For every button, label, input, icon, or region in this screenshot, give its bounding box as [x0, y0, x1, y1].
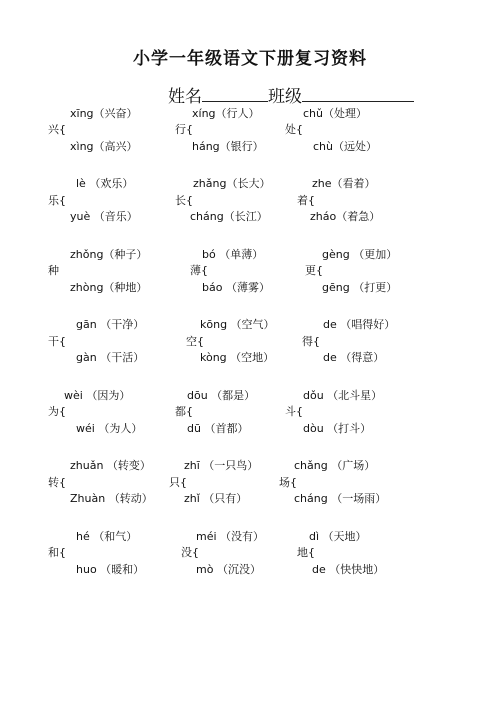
character: 种: [48, 264, 59, 277]
pinyin-top: xíng（行人）: [192, 107, 260, 120]
pinyin-bottom: háng（银行）: [192, 140, 264, 153]
pinyin-top: zhe（看着）: [312, 177, 376, 190]
character-brace: 着{: [297, 194, 315, 207]
pinyin-bottom: gàn （干活）: [76, 351, 145, 364]
pinyin-top: wèi （因为）: [64, 389, 131, 402]
pinyin-bottom: zhòng（种地）: [70, 281, 148, 294]
character-brace: 斗{: [285, 405, 303, 418]
pinyin-top: dǒu （北斗星）: [303, 389, 383, 402]
pinyin-bottom: de （快快地）: [312, 563, 385, 576]
pinyin-bottom: mò （沉没）: [196, 563, 261, 576]
pinyin-bottom: wéi （为人）: [76, 422, 143, 435]
pinyin-top: chǎng （广场）: [294, 459, 376, 472]
character-brace: 只{: [169, 476, 187, 489]
pinyin-bottom: zháo（着急）: [310, 210, 381, 223]
class-label: 班级: [268, 87, 302, 107]
pinyin-bottom: gēng （打更）: [322, 281, 398, 294]
pinyin-top: dōu （都是）: [187, 389, 256, 402]
pinyin-bottom: yuè （音乐）: [70, 210, 138, 223]
pinyin-bottom: Zhuàn （转动）: [70, 492, 153, 505]
name-class-line: [168, 82, 414, 107]
pinyin-bottom: zhǐ （只有）: [184, 492, 248, 505]
character-brace: 乐{: [48, 194, 66, 207]
pinyin-bottom: chù（远处）: [313, 140, 377, 153]
pinyin-top: kōng （空气）: [200, 318, 275, 331]
pinyin-top: gèng （更加）: [322, 248, 398, 261]
name-label: 姓名: [168, 87, 202, 107]
pinyin-top: méi （没有）: [196, 530, 265, 543]
page-title: 小学一年级语文下册复习资料: [133, 49, 367, 69]
character-brace: 处{: [285, 123, 303, 136]
character-brace: 得{: [302, 335, 320, 348]
character-brace: 薄{: [190, 264, 208, 277]
pinyin-top: chǔ（处理）: [303, 107, 367, 120]
character-brace: 更{: [305, 264, 323, 277]
pinyin-bottom: kòng （空地）: [200, 351, 275, 364]
pinyin-top: xīng（兴奋）: [70, 107, 138, 120]
pinyin-bottom: dòu （打斗）: [303, 422, 372, 435]
character-brace: 兴{: [48, 123, 66, 136]
pinyin-top: zhuǎn （转变）: [70, 459, 151, 472]
character-brace: 场{: [279, 476, 297, 489]
class-field[interactable]: [302, 85, 414, 102]
character-brace: 地{: [297, 546, 315, 559]
name-field[interactable]: [202, 85, 268, 102]
character-brace: 干{: [48, 335, 66, 348]
character-brace: 行{: [175, 123, 193, 136]
pinyin-top: bó （单薄）: [202, 248, 264, 261]
pinyin-bottom: xìng（高兴）: [70, 140, 138, 153]
pinyin-bottom: de （得意）: [323, 351, 385, 364]
pinyin-top: de （唱得好）: [323, 318, 396, 331]
pinyin-bottom: huo （暖和）: [76, 563, 145, 576]
pinyin-top: zhǎng（长大）: [193, 177, 271, 190]
character-brace: 空{: [186, 335, 204, 348]
character-brace: 没{: [181, 546, 199, 559]
pinyin-bottom: cháng （一场雨）: [294, 492, 387, 505]
pinyin-top: dì （天地）: [309, 530, 367, 543]
pinyin-top: zhǒng（种子）: [70, 248, 148, 261]
pinyin-bottom: dū （首都）: [187, 422, 249, 435]
pinyin-top: gān （干净）: [76, 318, 145, 331]
pinyin-bottom: cháng（长江）: [190, 210, 268, 223]
character-brace: 都{: [175, 405, 193, 418]
character-brace: 和{: [48, 546, 66, 559]
pinyin-top: zhī （一只鸟）: [184, 459, 259, 472]
pinyin-bottom: báo （薄雾）: [202, 281, 270, 294]
pinyin-top: lè （欢乐）: [76, 177, 134, 190]
character-brace: 转{: [48, 476, 66, 489]
pinyin-top: hé （和气）: [76, 530, 138, 543]
character-brace: 为{: [48, 405, 66, 418]
character-brace: 长{: [175, 194, 193, 207]
